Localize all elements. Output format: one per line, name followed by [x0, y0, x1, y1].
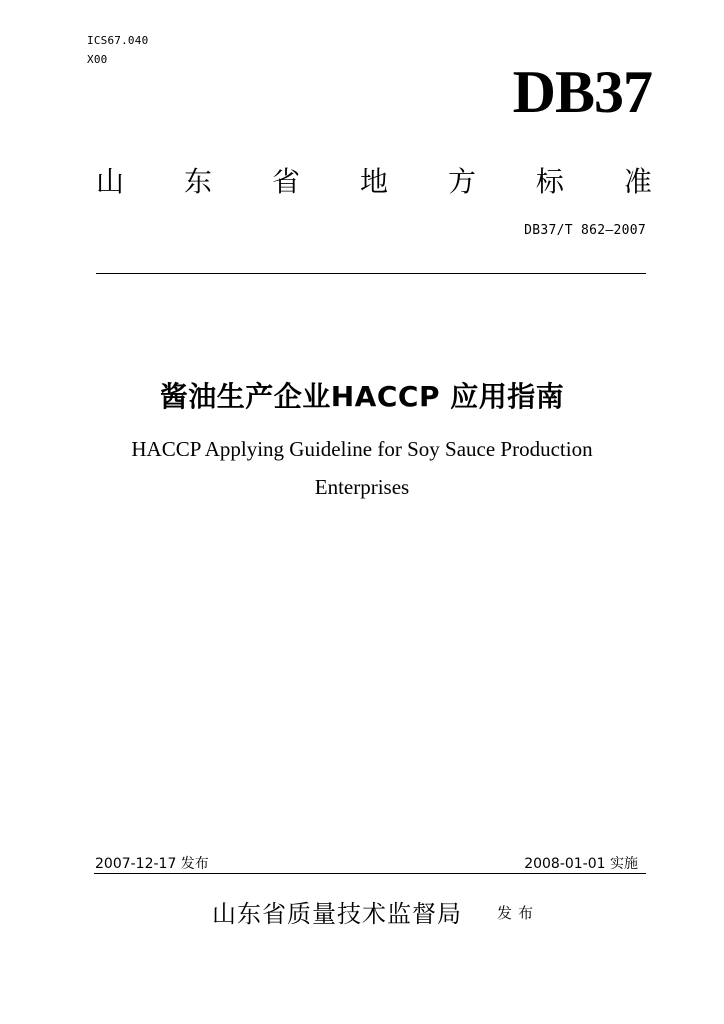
title-char: 准 [623, 165, 652, 198]
issue-date: 2007-12-17 发布 [95, 856, 209, 872]
standard-number: DB37/T 862—2007 [524, 223, 646, 238]
title-char: 山 [96, 165, 125, 198]
bottom-divider [94, 873, 646, 874]
document-title-english [0, 431, 724, 507]
standard-code-large: DB37 [512, 59, 652, 125]
top-divider [96, 273, 646, 274]
document-title-chinese: 酱油生产企业HACCP 应用指南 [159, 380, 565, 413]
ics-code: ICS67.040 [87, 34, 149, 47]
classification-code: X00 [87, 53, 108, 66]
english-title-line-1: HACCP Applying Guideline for Soy Sauce Production [131, 437, 593, 461]
title-char: 标 [535, 165, 564, 198]
title-char: 地 [359, 165, 388, 198]
title-char: 东 [183, 165, 212, 198]
title-char: 方 [447, 165, 476, 198]
implementation-date: 2008-01-01 实施 [524, 856, 638, 872]
standard-category-title [96, 165, 652, 198]
issuing-authority: 山东省质量技术监督局 [212, 900, 462, 928]
title-char: 省 [271, 165, 300, 198]
english-title-line-2: Enterprises [314, 474, 410, 499]
issue-label: 发布 [497, 904, 540, 922]
